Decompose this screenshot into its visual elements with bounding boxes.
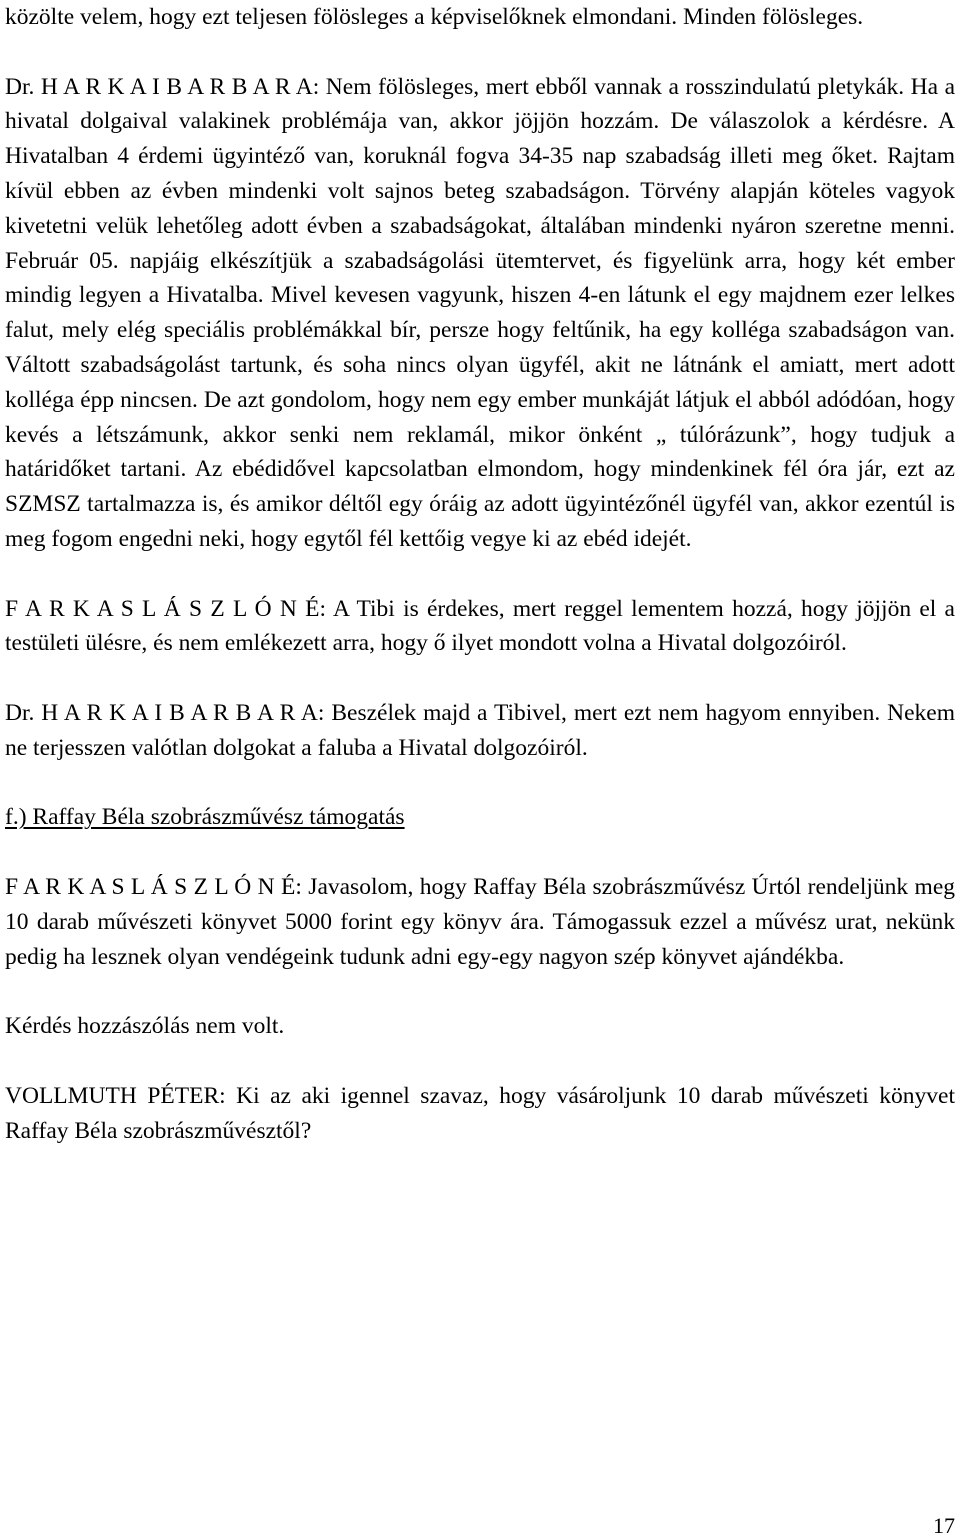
paragraph-gap xyxy=(5,661,955,696)
paragraph-gap xyxy=(5,1044,955,1079)
paragraph: Kérdés hozzászólás nem volt. xyxy=(5,1013,285,1040)
paragraph: VOLLMUTH PÉTER: Ki az aki igennel szavaz, hogy vásároljunk 10 darab művészeti könyvet Raffay Béla szobrászművésztől? xyxy=(5,1082,955,1144)
paragraph-gap xyxy=(5,835,955,870)
paragraph: Dr. H A R K A I B A R B A R A: Beszélek majd a Tibivel, mert ezt nem hagyom ennyiben. Nekem ne terjesszen valótlan dolgokat a faluba a Hivatal dolgozóiról. xyxy=(5,699,955,761)
paragraph-gap xyxy=(5,974,955,1009)
paragraph: Dr. H A R K A I B A R B A R A: Nem fölösleges, mert ebből vannak a rosszindulatú pletykák. Ha a hivatal dolgaival valakinek problémája van, akkor jöjjön hozzám. De válaszolok a kérdésre. A Hivatalban 4 érdemi ügyintéző van, koruknál fogva 34-35 nap szabadság illeti meg őket. Rajtam kívül ebben az évben mindenki volt sajnos beteg szabadságon. Törvény alapján köteles vagyok kivetetni velük lehetőleg adott évben a szabadságokat, általában mindenki nyáron szeretne menni. Február 05. napjáig elkészítjük a szabadságolási ütemtervet, és figyelünk arra, hogy két ember mindig legyen a Hivatalba. Mivel kevesen vagyunk, hiszen 4-en látunk el egy majdnem ezer lelkes falut, mely elég speciális problémákkal bír, persze hogy feltűnik, ha egy kolléga szabadságon van. Váltott szabadságolást tartunk, és soha nincs olyan ügyfél, akit ne látnánk el amiatt, mert adott kolléga épp nincsen. De azt gondolom, hogy nem egy ember munkáját látjuk el abból adódóan, hogy kevés a létszámunk, akkor senki nem reklamál, mikor önként „ túlórázunk”, hogy tudjuk a határidőket tartani. Az ebédidővel kapcsolatban elmondom, hogy mindenkinek fél óra jár, ezt az SZMSZ tartalmazza is, és amikor déltől egy óráig az adott ügyintézőnél ügyfél van, akkor ezentúl is meg fogom engedni neki, hogy egytől fél kettőig vegye ki az ebéd idejét. xyxy=(5,73,955,552)
document-page xyxy=(5,0,955,1148)
paragraph-gap xyxy=(5,35,955,70)
section-heading: f.) Raffay Béla szobrászművész támogatás xyxy=(5,804,405,831)
paragraph: F A R K A S L Á S Z L Ó N É: Javasolom, hogy Raffay Béla szobrászművész Úrtól rendeljünk meg 10 darab művészeti könyvet 5000 forint egy könyv ára. Támogassuk ezzel a művész urat, nekünk pedig ha lesznek olyan vendégeink tudunk adni egy-egy nagyon szép könyvet ajándékba. xyxy=(5,873,955,970)
page-number: 17 xyxy=(933,1513,955,1538)
paragraph-gap xyxy=(5,557,955,592)
paragraph: közölte velem, hogy ezt teljesen fölösleges a képviselőknek elmondani. Minden fölösleges. xyxy=(5,4,864,30)
paragraph-gap xyxy=(5,766,955,801)
paragraph: F A R K A S L Á S Z L Ó N É: A Tibi is érdekes, mert reggel lementem hozzá, hogy jöjjön el a testületi ülésre, és nem emlékezett arra, hogy ő ilyet mondott volna a Hivatal dolgozóiról. xyxy=(5,595,955,657)
